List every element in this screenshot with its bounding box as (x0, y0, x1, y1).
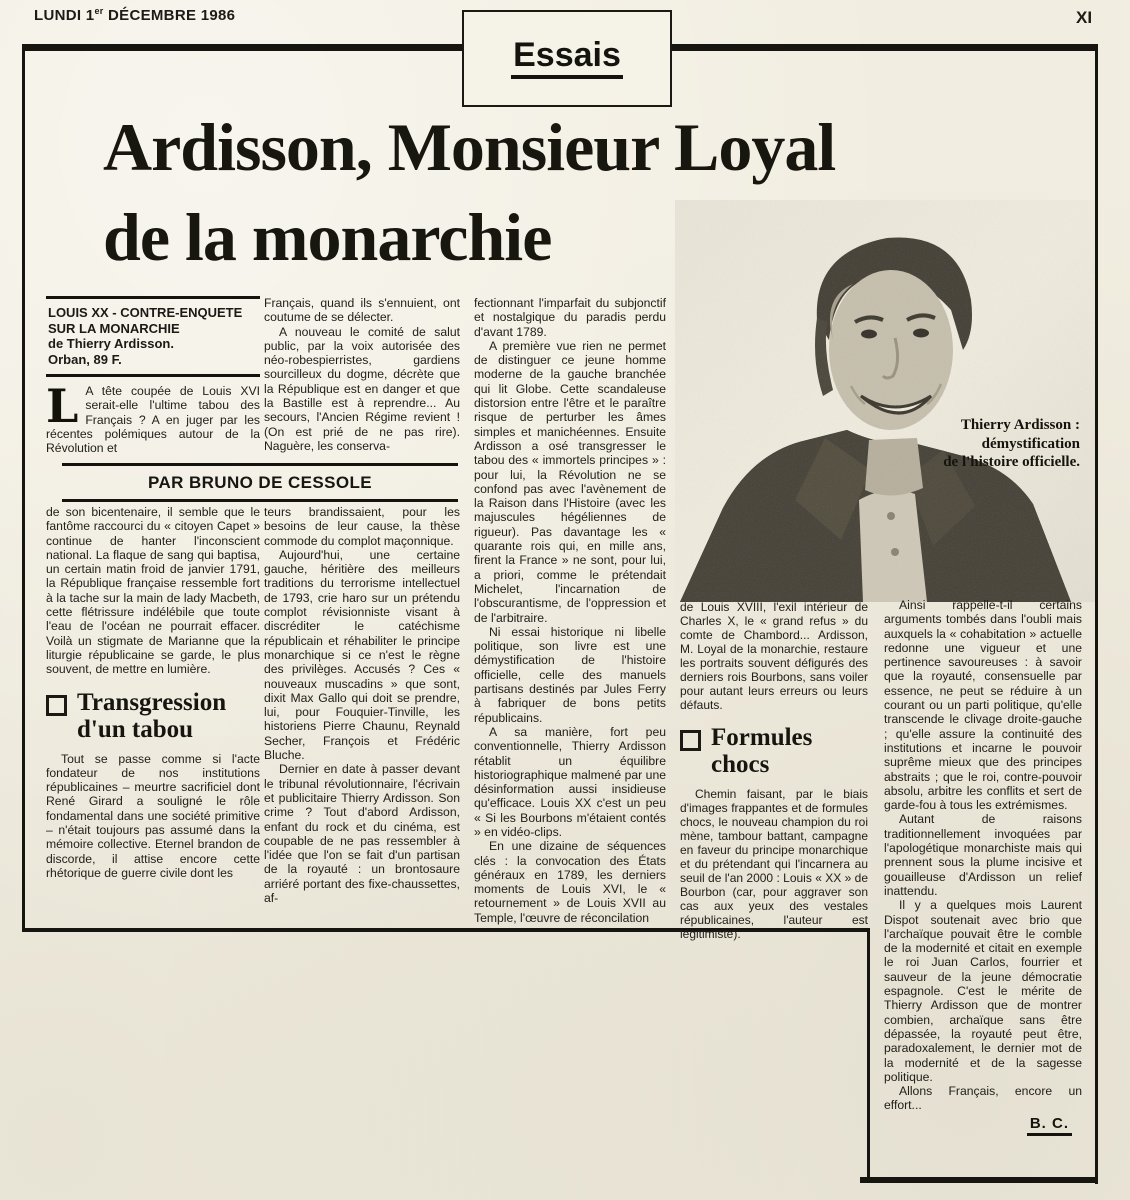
paragraph: Tout se passe comme si l'acte fondateur de nos institutions républicaines – meurtre sacrificiel dont René Girard a souligné le rôle fondamental dans une société primitive – n'était toujours pas assumé dans la mémoire collective. Eternel brandon de discorde, il attise encore cette rhétorique de guerre civile dont les (46, 751, 260, 880)
paragraph: A nouveau le comité de salut public, par la voix autorisée des néo-robespierristes, gardiens sourcilleux du dogme, décrète que la République est en danger et que la Bastille est à reprendre... Au secours, l'Ancien Régime revient ! (On est prié de ne pas rire). Naguère, les conserva- (264, 324, 460, 453)
paragraph: Il y a quelques mois Laurent Dispot soutenait avec brio que l'archaïque pouvait être le comble de la modernité et citait en exemple le roi Juan Carlos, fourrier et sauveur de la jeune démocratie espagnole. C'est le mérite de Thierry Ardisson que de montrer combien, archaïque sans être dépassée, la royauté peut être, paradoxalement, le dernier mot de la modernité et de la sagesse politique. (884, 898, 1082, 1084)
book-reference (46, 296, 260, 377)
book-title-line2: SUR LA MONARCHIE (48, 320, 180, 336)
photo-caption-line1: Thierry Ardisson : (960, 417, 1080, 433)
byline: PAR BRUNO DE CESSOLE (62, 463, 458, 502)
photo-caption-line3: de l'histoire officielle. (943, 454, 1080, 470)
book-title-line1: LOUIS XX - CONTRE-ENQUETE (48, 305, 243, 320)
page-number: XI (1076, 8, 1093, 27)
edition-date-ordinal: er (94, 6, 104, 16)
edition-date-text: LUNDI 1 (34, 7, 95, 24)
subheading-text: Transgression d'un tabou (77, 688, 227, 743)
headline-line2: de la monarchie (103, 199, 552, 275)
headline-line1: Ardisson, Monsieur Loyal (103, 109, 836, 185)
edition-date-rest: DÉCEMBRE 1986 (103, 7, 236, 24)
bottom-right-rule (860, 1177, 1098, 1183)
paragraph: fectionnant l'imparfait du subjonctif et nostalgique du paradis perdu d'avant 1789. (474, 296, 666, 339)
column-2-top (264, 296, 460, 453)
subheading-transgression (46, 689, 260, 743)
section-label-box (462, 10, 672, 107)
paragraph: Dernier en date à passer devant le tribunal révolutionnaire, l'écrivain et publicitaire Thierry Ardisson. Son crime ? Tout d'abord Ardisson, enfant du rock et du cinéma, est coupable de ne pas ressembler à l'idée que l'on se fait d'un partisan de la royauté : un brontosaure arriéré portant des fixe-chaussettes, af- (264, 762, 460, 906)
paragraph: de son bicentenaire, il semble que le fantôme raccourci du « citoyen Capet » continue de hanter l'inconscient national. La flaque de sang qui baptisa, un certain matin froid de janvier 1791, la République française ressemble fort à la tache sur la main de lady Macbeth, cette flétrissure indélébile que toute l'eau de l'océan ne pourrait effacer. Voilà un stigmate de Marianne que la liturgie républicaine se garde, le plus souvent, de mettre en lumière. (46, 505, 260, 677)
subheading-text: Formules chocs (711, 724, 813, 778)
photo-caption (938, 416, 1080, 472)
paragraph: Autant de raisons traditionnellement invoquées par l'apologétique monarchiste mais qui prennent sous la plume incisive et gouailleuse d'Ardisson un relief inattendu. (884, 812, 1082, 898)
checkbox-square-icon (46, 695, 67, 716)
photo-caption-line2: démystification (981, 435, 1080, 452)
left-border-rule (22, 44, 25, 932)
column-4 (680, 600, 868, 941)
paragraph: teurs brandissaient, pour les besoins de leur cause, la thèse commode du complot maçonnique. (264, 505, 460, 548)
lead-paragraph (46, 379, 260, 456)
section-label: Essais (511, 38, 623, 79)
column-5 (884, 598, 1082, 1131)
book-author: de Thierry Ardisson. (48, 336, 174, 351)
checkbox-square-icon (680, 730, 701, 751)
edition-date (34, 6, 235, 24)
paragraph: de Louis XVIII, l'exil intérieur de Charles X, le « grand refus » du comte de Chambord... Ardisson, M. Loyal de la monarchie, restaure les portraits souvent défigurés des derniers rois Bourbons, sans voiler pour autant leurs erreurs ou leurs défauts. (680, 600, 868, 712)
subheading-formules-chocs (680, 724, 868, 778)
column-3 (474, 296, 666, 925)
portrait-photo-art (675, 200, 1095, 602)
paragraph: Français, quand ils s'ennuient, ont coutume de se délecter. (264, 296, 460, 325)
paragraph: Ainsi rappelle-t-il certains arguments tombés dans l'oubli mais auxquels la « cohabitation » actuelle redonne une vigueur et une pertinence savoureuses : à savoir que la royauté, consensuelle par essence, ne peut se réduire à un courant ou un parti politique, qu'elle transcende le clivage droite-gauche ; qu'elle assure la continuité des institutions et incarne le pouvoir suprême mieux que des principes abstraits ; que le roi, contre-pouvoir absolu, arbitre les conflits et sert de garde-fou à tous les extrémismes. (884, 598, 1082, 813)
notch-vertical-rule (867, 928, 870, 1182)
paragraph: Chemin faisant, par le biais d'images frappantes et de formules chocs, le nouveau champion du roi mène, tambour battant, campagne en faveur du principe monarchique et du prétendant qui l'incarnera au seuil de l'an 2000 : Louis « XX » de Bourbon (car, pour aggraver son cas aux yeux des vestales républicaines, l'auteur est légitimiste). (680, 787, 868, 941)
portrait-photo (675, 200, 1095, 602)
book-publisher-price: Orban, 89 F. (48, 351, 122, 367)
right-border-rule (1095, 44, 1098, 1184)
column-1-top (46, 296, 260, 455)
column-2-bottom (264, 505, 460, 905)
drop-cap: L (46, 379, 79, 433)
paragraph: En une dizaine de séquences clés : la convocation des États généraux en 1789, les derniers moments de Louis XVI, le « retournement » de Louis XVII au Temple, l'œuvre de réconcilation (474, 839, 666, 925)
paragraph: Ni essai historique ni libelle politique, son livre est une démystification de l'histoire officielle, celle des manuels partisans destinés par Jules Ferry à fabriquer de bons petits républicains. (474, 624, 666, 725)
lead-text: A tête coupée de Louis XVI serait-elle l'ultime tabou des Français ? A en juger par les récentes polémiques autour de la Révolution et (46, 384, 260, 456)
paragraph: Allons Français, encore un effort... (884, 1084, 1082, 1113)
paragraph: A sa manière, fort peu conventionnelle, Thierry Ardisson rétablit un équilibre historiographique malmené par une désinformation aussi insidieuse qu'efficace. Louis XX c'est un peu « Si les Bourbons m'étaient contés » en vidéo-clips. (474, 724, 666, 839)
paragraph: A première vue rien ne permet de distinguer ce jeune homme moderne de la gauche branchée qui lit Globe. Cette scandaleuse distorsion entre l'être et le paraître risque de perturber les âmes simples et manichéennes. Ensuite Ardisson a osé transgresser le tabou des « immortels principes » : pour lui, la Révolution ne se confond pas avec l'avènement de la Raison dans l'Histoire (avec les majuscules hégéliennes de rigueur). Pas davantage les « quarante rois qui, en mille ans, firent la France » ne sont, pour lui, a priori, comme le prétendait Michelet, l'incarnation de l'obscurantisme, de l'oppression et de l'arbitraire. (474, 338, 666, 625)
column-1-bottom (46, 505, 260, 880)
author-signature (884, 1114, 1082, 1132)
author-initials: B. C. (1027, 1115, 1072, 1136)
paragraph: Aujourd'hui, une certaine gauche, héritière des meilleurs traditions du terrorisme intellectuel de 1793, crie haro sur un prétendu complot révisionniste visant à discréditer le catéchisme républicain et réhabiliter le principe monarchique si ce n'est le règne des privilèges. Accusés ? Ces « nouveaux muscadins » que sont, dixit Max Gallo qui doit se prendre, lui, pour Fouquier-Tinville, les historiens Pierre Chaunu, Reynald Secher, François et Frédéric Bluche. (264, 547, 460, 763)
